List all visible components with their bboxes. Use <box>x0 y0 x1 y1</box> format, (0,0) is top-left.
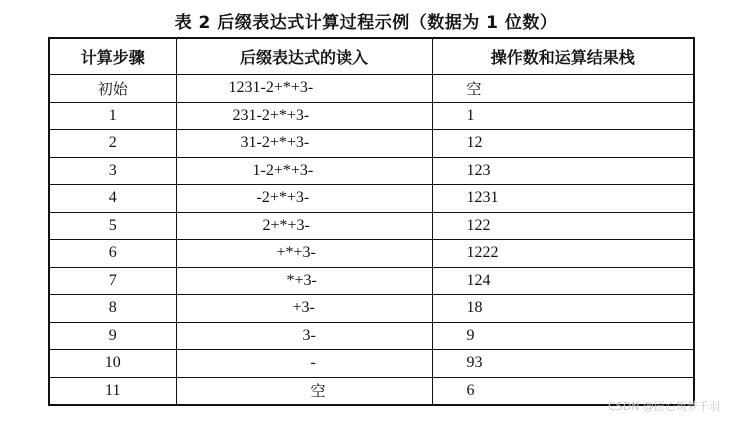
cell-postfix-input: -2+*+3- <box>176 185 432 213</box>
cell-step: 7 <box>49 267 176 295</box>
cell-operand-stack: 1 <box>432 102 694 130</box>
cell-step: 初始 <box>49 75 176 103</box>
header-operand-stack: 操作数和运算结果栈 <box>432 38 694 75</box>
cell-step: 10 <box>49 350 176 378</box>
table-row <box>49 212 694 240</box>
cell-postfix-input: 3- <box>176 322 432 350</box>
cell-postfix-input: 31-2+*+3- <box>176 130 432 158</box>
cell-postfix-input: *+3- <box>176 267 432 295</box>
cell-step: 3 <box>49 157 176 185</box>
cell-operand-stack: 9 <box>432 322 694 350</box>
cell-operand-stack: 93 <box>432 350 694 378</box>
cell-operand-stack: 1231 <box>432 185 694 213</box>
cell-step: 8 <box>49 295 176 323</box>
header-postfix-input: 后缀表达式的读入 <box>176 38 432 75</box>
cell-operand-stack: 18 <box>432 295 694 323</box>
header-step: 计算步骤 <box>49 38 176 75</box>
table-row <box>49 267 694 295</box>
cell-postfix-input: +*+3- <box>176 240 432 268</box>
cell-operand-stack: 6 <box>432 377 694 405</box>
cell-operand-stack: 123 <box>432 157 694 185</box>
cell-operand-stack: 1222 <box>432 240 694 268</box>
cell-postfix-input: 空 <box>176 377 432 405</box>
cell-step: 11 <box>49 377 176 405</box>
cell-step: 6 <box>49 240 176 268</box>
table-row <box>49 350 694 378</box>
cell-step: 4 <box>49 185 176 213</box>
table-header-row <box>49 38 694 75</box>
cell-operand-stack: 12 <box>432 130 694 158</box>
cell-postfix-input: 1231-2+*+3- <box>176 75 432 103</box>
table-row <box>49 322 694 350</box>
cell-postfix-input: 231-2+*+3- <box>176 102 432 130</box>
table-row <box>49 240 694 268</box>
table-row <box>49 130 694 158</box>
cell-postfix-input: +3- <box>176 295 432 323</box>
watermark: CSDN @匠心筑梦千羽 <box>608 400 720 413</box>
table-row <box>49 157 694 185</box>
table-row <box>49 75 694 103</box>
table-row <box>49 185 694 213</box>
cell-step: 1 <box>49 102 176 130</box>
table-row <box>49 102 694 130</box>
cell-step: 2 <box>49 130 176 158</box>
table-caption: 表 2 后缀表达式计算过程示例（数据为 1 位数） <box>174 13 558 33</box>
cell-postfix-input: 1-2+*+3- <box>176 157 432 185</box>
cell-postfix-input: - <box>176 350 432 378</box>
cell-step: 5 <box>49 212 176 240</box>
table-row <box>49 295 694 323</box>
cell-operand-stack: 空 <box>432 75 694 103</box>
table-row <box>49 377 694 405</box>
cell-operand-stack: 122 <box>432 212 694 240</box>
cell-operand-stack: 124 <box>432 267 694 295</box>
cell-step: 9 <box>49 322 176 350</box>
postfix-evaluation-table <box>48 37 695 406</box>
cell-postfix-input: 2+*+3- <box>176 212 432 240</box>
